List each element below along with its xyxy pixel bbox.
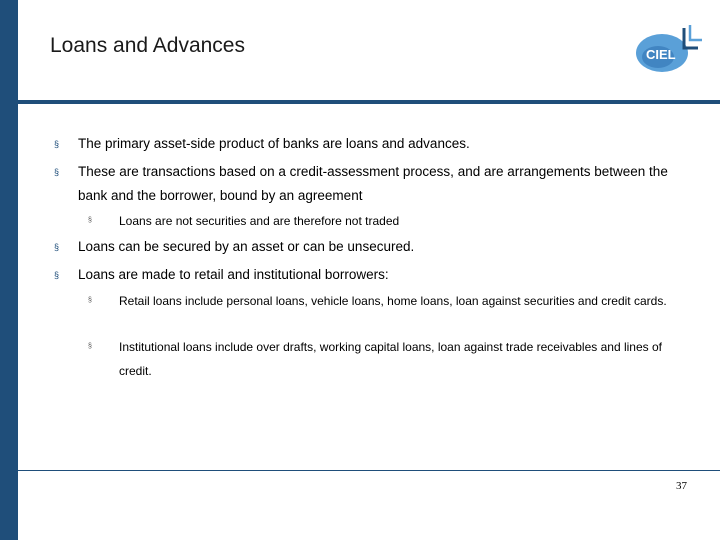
bullet-marker: § — [54, 270, 60, 280]
bullet-text: Loans are made to retail and institutional borrowers: — [78, 267, 389, 282]
bullet-marker: § — [88, 343, 92, 350]
bullet-marker: § — [54, 167, 60, 177]
bullet-text: Loans can be secured by an asset or can be unsecured. — [78, 239, 415, 254]
bullet-marker: § — [88, 297, 92, 304]
bullet-item — [54, 235, 684, 259]
page-number: 37 — [676, 480, 687, 492]
bullet-text: These are transactions based on a credit-assessment process, and are arrangements between the bank and the borrower, bound by an agreement — [78, 164, 668, 203]
bullet-item — [54, 160, 684, 208]
bullet-text: Institutional loans include over drafts, working capital loans, loan against trade receivables and lines of credit. — [119, 340, 662, 378]
bullet-marker: § — [54, 139, 60, 149]
sub-bullet-item — [88, 289, 668, 313]
logo-text: CIEL — [646, 47, 676, 62]
footer-rule — [18, 470, 720, 471]
sub-bullet-item — [88, 209, 668, 233]
bullet-text: The primary asset-side product of banks are loans and advances. — [78, 136, 470, 151]
bullet-text: Retail loans include personal loans, vehicle loans, home loans, loan against securities and credit cards. — [119, 294, 667, 308]
sub-bullet-item — [88, 335, 668, 383]
slide-title: Loans and Advances — [50, 34, 245, 57]
bullet-item — [54, 132, 684, 156]
bullet-marker: § — [54, 242, 60, 252]
bullet-item — [54, 263, 684, 287]
bullet-marker: § — [88, 217, 92, 224]
bullet-text: Loans are not securities and are therefore not traded — [119, 214, 400, 228]
